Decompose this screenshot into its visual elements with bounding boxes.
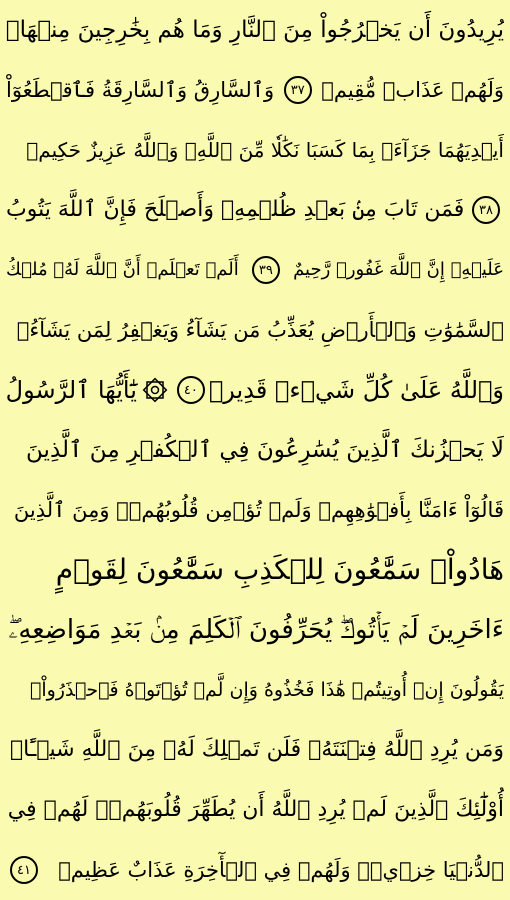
- verse-line: [6, 360, 504, 420]
- verse-text: لَا يَحۡزُنكَ ٱلَّذِينَ يُسَٰرِعُونَ فِي ٱلۡكُفۡرِ مِنَ ٱلَّذِينَ: [26, 437, 504, 463]
- verse-line: [6, 120, 504, 180]
- ayah-number-marker: ٤٠: [177, 376, 205, 404]
- verse-text: يَٰٓأَيُّهَا ٱلرَّسُولُ: [6, 376, 137, 404]
- verse-line: [6, 0, 504, 60]
- ayah-number-marker: ٣٩: [252, 256, 280, 284]
- verse-line: [6, 600, 504, 660]
- verse-text: ٱلسَّمَٰوَٰتِ وَٱلۡأَرۡضِ يُعَذِّبُ مَن يَشَآءُ وَيَغۡفِرُ لِمَن يَشَآءُۗ: [16, 318, 504, 342]
- verse-line: [6, 660, 504, 720]
- verse-text: يُرِيدُونَ أَن يَخۡرُجُواْ مِنَ ٱلنَّارِ وَمَا هُم بِخَٰرِجِينَ مِنۡهَاۖ: [6, 17, 504, 43]
- verse-text: هَادُواْۛ سَمَّٰعُونَ لِلۡكَذِبِ سَمَّٰعُونَ لِقَوۡمٍ: [55, 553, 504, 586]
- verse-text: أَيۡدِيَهُمَا جَزَآءَۢ بِمَا كَسَبَا نَكَٰلٗا مِّنَ ٱللَّهِۗ وَٱللَّهُ عَزِيزٌ حَكِيمٞ: [26, 138, 504, 162]
- verse-line: [6, 180, 504, 240]
- verse-text: قَالُوٓاْ ءَامَنَّا بِأَفۡوَٰهِهِمۡ وَلَمۡ تُؤۡمِن قُلُوبُهُمۡۛ وَمِنَ ٱلَّذِينَ: [13, 498, 504, 522]
- ayah-number-marker: ٣٧: [284, 76, 312, 104]
- verse-text: فَمَن تَابَ مِنۢ بَعۡدِ ظُلۡمِهِۦ وَأَصۡلَحَ فَإِنَّ ٱللَّهَ يَتُوبُ: [6, 197, 465, 222]
- verse-text: ءَاخَرِينَ لَمۡ يَأۡتُوكَۖ يُحَرِّفُونَ ٱلۡكَلِمَ مِنۢ بَعۡدِ مَوَاضِعِهِۦۖ: [8, 615, 504, 645]
- ayah-number-marker: ٤١: [10, 856, 38, 884]
- verse-line: [6, 480, 504, 540]
- verse-line: [6, 540, 504, 600]
- verse-text: وَمَن يُرِدِ ٱللَّهُ فِتۡنَتَهُۥ فَلَن تَمۡلِكَ لَهُۥ مِنَ ٱللَّهِ شَيۡـًٔاۚ: [9, 737, 504, 762]
- ayah-number-marker: ٣٨: [472, 196, 500, 224]
- hizb-marker-icon: [141, 376, 169, 404]
- verse-line: [6, 840, 504, 900]
- verse-line: [6, 300, 504, 360]
- verse-text: ٱلدُّنۡيَا خِزۡيٞۖ وَلَهُمۡ فِي ٱلۡأٓخِرَةِ عَذَابٌ عَظِيمٞ: [58, 858, 504, 882]
- verse-line: [6, 60, 504, 120]
- verse-text: أَلَمۡ تَعۡلَمۡ أَنَّ ٱللَّهَ لَهُۥ مُلۡكُ: [6, 259, 239, 280]
- verse-line: [6, 240, 504, 300]
- verse-text: أُوْلَٰٓئِكَ ٱلَّذِينَ لَمۡ يُرِدِ ٱللَّهُ أَن يُطَهِّرَ قُلُوبَهُمۡۚ لَهُمۡ فِي: [7, 797, 504, 822]
- verse-text: وَٱللَّهُ عَلَىٰ كُلِّ شَيۡءٖ قَدِيرٞ: [208, 376, 504, 404]
- verse-text: عَلَيۡهِۚ إِنَّ ٱللَّهَ غَفُورٞ رَّحِيمٌ: [293, 259, 504, 280]
- verse-text: وَلَهُمۡ عَذَابٞ مُّقِيمٞ: [321, 78, 504, 102]
- verse-text: يَقُولُونَ إِنۡ أُوتِيتُمۡ هَٰذَا فَخُذُوهُ وَإِن لَّمۡ تُؤۡتَوۡهُ فَٱحۡذَرُواْۚ: [29, 679, 504, 701]
- verse-line: [6, 420, 504, 480]
- verse-line: [6, 720, 504, 780]
- verse-text: وَٱلسَّارِقُ وَٱلسَّارِقَةُ فَٱقۡطَعُوٓاْ: [6, 78, 275, 102]
- verse-line: [6, 780, 504, 840]
